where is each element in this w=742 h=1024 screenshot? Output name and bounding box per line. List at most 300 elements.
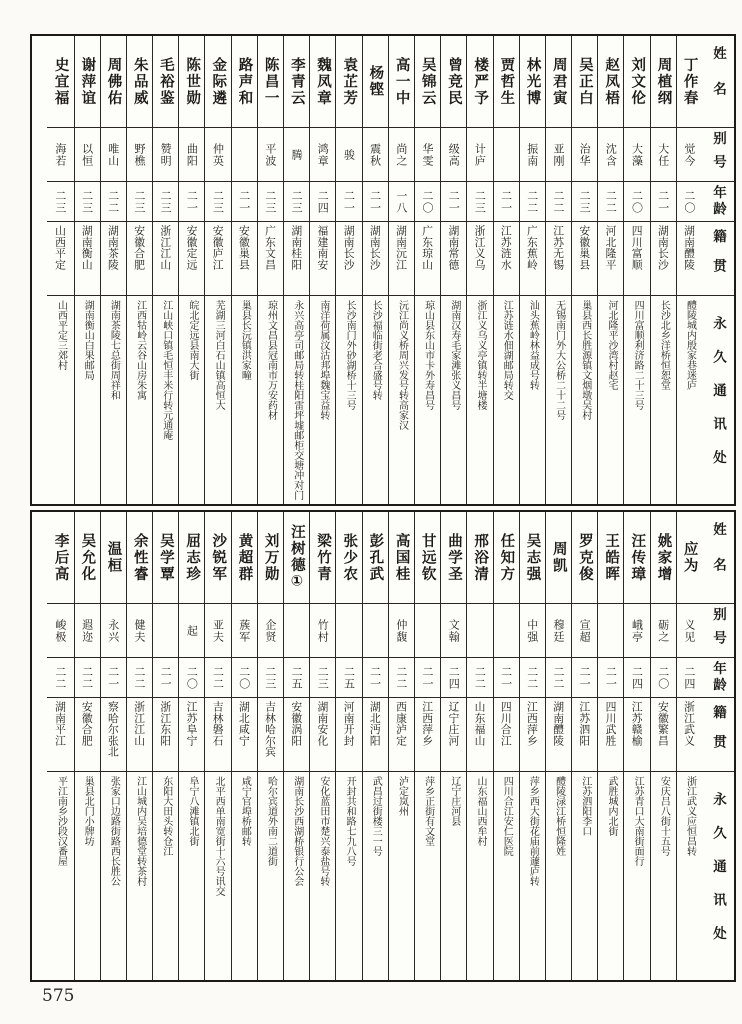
person-alias: 竹村 xyxy=(316,618,330,643)
person-age: 二一 xyxy=(499,189,513,214)
person-address: 安庆吕八街十五号 xyxy=(658,776,670,856)
person-origin-cell xyxy=(598,222,623,296)
person-age: 二二 xyxy=(551,665,565,690)
person-name: 张少农 xyxy=(341,532,358,583)
person-age: 二一 xyxy=(447,189,461,214)
person-alias-cell xyxy=(415,128,440,182)
person-name-cell xyxy=(47,512,73,604)
person-age-cell xyxy=(205,658,230,698)
person-address: 张家口边路街路西长胜公 xyxy=(108,776,120,886)
person-origin-cell xyxy=(336,698,361,772)
person-alias: 尚之 xyxy=(394,142,408,167)
person-origin-cell xyxy=(310,222,335,296)
person-column xyxy=(47,512,73,980)
person-address: 醴陵渌江桥恒隆姓 xyxy=(553,776,565,856)
person-column xyxy=(440,512,466,980)
person-origin: 江苏阜宁 xyxy=(185,701,199,747)
person-name: 周佛佑 xyxy=(105,56,122,107)
person-origin-cell xyxy=(389,222,414,296)
person-address: 山东福山西牟村 xyxy=(475,776,486,846)
person-age-cell xyxy=(336,658,361,698)
person-name-cell xyxy=(127,512,152,604)
person-origin-cell xyxy=(232,698,257,772)
person-alias: 野樵 xyxy=(132,142,146,167)
person-address-cell xyxy=(441,772,466,980)
person-age: 二三 xyxy=(53,189,67,214)
person-name-cell xyxy=(441,36,466,128)
person-alias-cell xyxy=(572,604,597,658)
person-name-cell xyxy=(336,36,361,128)
person-column xyxy=(650,512,676,980)
person-name: 吴允化 xyxy=(79,532,96,583)
person-origin-cell xyxy=(467,698,492,772)
person-column xyxy=(466,512,492,980)
person-alias-cell xyxy=(624,604,649,658)
person-alias-cell xyxy=(598,128,623,182)
person-address-cell xyxy=(153,772,178,980)
person-alias-cell xyxy=(179,604,204,658)
person-name-cell xyxy=(284,512,309,604)
person-origin: 福建南安 xyxy=(316,225,330,271)
person-name-cell xyxy=(624,36,649,128)
person-origin-cell xyxy=(546,222,571,296)
person-address: 巢县西长胜源镇文烟墩吴村 xyxy=(579,300,591,420)
person-age: 二四 xyxy=(682,665,696,690)
person-age-cell xyxy=(520,182,545,222)
person-origin: 吉林磐石 xyxy=(211,701,225,747)
person-origin-cell xyxy=(363,698,388,772)
person-address: 萍乡正街有文堂 xyxy=(422,776,434,846)
person-address: 浙江武义应恒昌转 xyxy=(684,776,696,856)
person-address-cell xyxy=(389,296,414,504)
person-name: 魏凤章 xyxy=(315,56,332,107)
person-age: 二一 xyxy=(421,665,435,690)
person-name-cell xyxy=(310,512,335,604)
person-origin: 湖南长沙 xyxy=(368,225,382,271)
person-address: 北平西单南宽街十六号讯交 xyxy=(213,776,225,896)
person-name: 姚家增 xyxy=(655,532,672,583)
person-address: 江苏青口大南街面行 xyxy=(632,776,644,866)
person-name: 刘文伦 xyxy=(629,56,646,107)
person-age-cell xyxy=(651,182,676,222)
person-name: 楼严予 xyxy=(472,56,489,107)
person-address: 湖南汉寿毛家滩张义昌号 xyxy=(448,300,460,410)
person-age: 二〇 xyxy=(656,665,670,690)
person-address-cell xyxy=(153,296,178,504)
person-origin: 四川合江 xyxy=(499,701,513,747)
person-alias: 鸿章 xyxy=(316,142,330,167)
person-column xyxy=(126,512,152,980)
person-age-cell xyxy=(389,182,414,222)
person-column xyxy=(74,512,100,980)
person-alias: 亚刚 xyxy=(551,142,565,167)
person-address: 巢县北门小牌坊 xyxy=(82,776,94,846)
person-age-cell xyxy=(284,182,309,222)
person-origin-cell xyxy=(363,222,388,296)
header-label-column xyxy=(702,36,734,504)
person-alias: 腾 xyxy=(290,148,304,161)
person-origin-cell xyxy=(415,222,440,296)
person-address: 南洋荷属汶沽邦埠魏宝益转 xyxy=(317,300,329,420)
person-alias-cell xyxy=(598,604,623,658)
person-origin: 安徽定远 xyxy=(185,225,199,271)
person-age: 二三 xyxy=(316,665,330,690)
person-alias-cell xyxy=(75,604,100,658)
person-name: 周凯 xyxy=(550,541,567,574)
person-alias: 级高 xyxy=(447,142,461,167)
person-age: 二三 xyxy=(578,189,592,214)
header-label-age: 年龄 xyxy=(710,661,726,694)
person-origin: 湖南桂阳 xyxy=(290,225,304,271)
person-name-cell xyxy=(467,512,492,604)
person-name: 甘远钦 xyxy=(419,532,436,583)
person-name: 史宜福 xyxy=(52,56,69,107)
person-name: 曾竞民 xyxy=(445,56,462,107)
person-address: 阜宁八滩镇北街 xyxy=(186,776,198,846)
person-origin: 江苏无锡 xyxy=(552,225,566,271)
person-origin-cell xyxy=(572,222,597,296)
person-address-cell xyxy=(47,772,73,980)
header-cell-address xyxy=(702,296,734,504)
person-age: 二五 xyxy=(290,665,304,690)
person-alias: 企贤 xyxy=(263,618,277,643)
person-address-cell xyxy=(363,296,388,504)
person-column xyxy=(466,36,492,504)
person-name-cell xyxy=(389,36,414,128)
person-origin: 湖北咸宁 xyxy=(237,701,251,747)
person-alias-cell xyxy=(363,128,388,182)
person-name-cell xyxy=(310,36,335,128)
person-column xyxy=(126,36,152,504)
person-column xyxy=(519,512,545,980)
person-address-cell xyxy=(127,296,152,504)
person-origin: 湖南平江 xyxy=(54,701,68,747)
person-origin-cell xyxy=(179,222,204,296)
person-age: 二二 xyxy=(132,665,146,690)
person-age-cell xyxy=(310,658,335,698)
person-age: 二一 xyxy=(368,665,382,690)
person-alias: 计庐 xyxy=(473,142,487,167)
person-name: 周君寅 xyxy=(550,56,567,107)
person-origin: 浙江义乌 xyxy=(473,225,487,271)
person-column xyxy=(571,512,597,980)
person-age-cell xyxy=(336,182,361,222)
person-column xyxy=(414,512,440,980)
person-origin-cell xyxy=(310,698,335,772)
person-name: 吴锦云 xyxy=(419,56,436,107)
person-address-cell xyxy=(75,296,100,504)
person-name-cell xyxy=(572,36,597,128)
person-address-cell xyxy=(101,296,126,504)
person-origin-cell xyxy=(336,222,361,296)
person-alias: 宣超 xyxy=(578,618,592,643)
person-alias: 砺之 xyxy=(656,618,670,643)
person-name-cell xyxy=(75,36,100,128)
person-origin-cell xyxy=(101,222,126,296)
person-origin: 安徽庐江 xyxy=(211,225,225,271)
person-address-cell xyxy=(441,296,466,504)
person-column xyxy=(623,512,649,980)
person-name-cell xyxy=(363,512,388,604)
person-age-cell xyxy=(179,182,204,222)
person-age-cell xyxy=(232,182,257,222)
person-name: 高国桂 xyxy=(393,532,410,583)
person-origin: 广东蕉岭 xyxy=(525,225,539,271)
person-age-cell xyxy=(389,658,414,698)
person-origin-cell xyxy=(258,222,283,296)
person-name-cell xyxy=(677,36,702,128)
person-address: 辽宁庄河县 xyxy=(448,776,460,826)
person-age: 二二 xyxy=(211,665,225,690)
person-alias-cell xyxy=(389,604,414,658)
header-label-origin: 籍贯 xyxy=(710,705,726,764)
person-alias-cell xyxy=(310,604,335,658)
person-name: 汪树德① xyxy=(288,523,305,592)
person-origin: 湖南沅江 xyxy=(395,225,408,271)
person-age: 二一 xyxy=(237,189,251,214)
person-age-cell xyxy=(546,658,571,698)
person-age-cell xyxy=(101,658,126,698)
person-origin-cell xyxy=(258,698,283,772)
person-column xyxy=(388,36,414,504)
person-name: 吴学覃 xyxy=(157,532,174,583)
person-age-cell xyxy=(284,658,309,698)
person-address-cell xyxy=(598,296,623,504)
person-age: 二二 xyxy=(80,665,94,690)
person-column xyxy=(493,512,519,980)
person-column xyxy=(362,512,388,980)
person-alias-cell xyxy=(258,604,283,658)
person-alias-cell xyxy=(153,128,178,182)
person-name-cell xyxy=(520,512,545,604)
person-age-cell xyxy=(598,658,623,698)
person-address-cell xyxy=(258,772,283,980)
person-column xyxy=(571,36,597,504)
person-origin-cell xyxy=(572,698,597,772)
header-label-address: 永久通讯处 xyxy=(710,792,726,960)
person-name: 高一中 xyxy=(393,56,410,107)
person-name-cell xyxy=(651,36,676,128)
person-age: 二三 xyxy=(80,189,94,214)
person-address: 皖北定远县南大街 xyxy=(186,300,198,380)
person-name-cell xyxy=(179,36,204,128)
person-alias: 唯山 xyxy=(106,142,120,167)
person-name-cell xyxy=(47,36,73,128)
person-origin: 察哈尔张北 xyxy=(106,701,120,758)
person-age-cell xyxy=(127,182,152,222)
person-origin: 西康泸定 xyxy=(395,701,408,747)
person-origin-cell xyxy=(520,222,545,296)
person-age: 二三 xyxy=(211,189,225,214)
person-name-cell xyxy=(415,512,440,604)
person-age-cell xyxy=(624,658,649,698)
person-name-cell xyxy=(415,36,440,128)
person-origin: 江苏泗阳 xyxy=(578,701,592,747)
person-alias: 觉今 xyxy=(682,142,696,167)
person-name: 谢萍谊 xyxy=(79,56,96,107)
person-alias-cell xyxy=(467,604,492,658)
person-age: 二〇 xyxy=(237,665,251,690)
person-name-cell xyxy=(467,36,492,128)
person-name: 毛裕鉴 xyxy=(157,56,174,107)
person-alias-cell xyxy=(546,604,571,658)
person-origin: 安徽繁昌 xyxy=(656,701,670,747)
header-cell-age xyxy=(702,658,734,698)
person-age: 二一 xyxy=(159,665,173,690)
header-label-column xyxy=(702,512,734,980)
person-alias-cell xyxy=(101,604,126,658)
person-address-cell xyxy=(546,296,571,504)
person-address: 泸定岚州 xyxy=(396,776,408,816)
person-address-cell xyxy=(624,772,649,980)
person-alias: 平波 xyxy=(263,142,277,167)
person-age: 二五 xyxy=(342,665,356,690)
person-alias-cell xyxy=(467,128,492,182)
person-column xyxy=(597,512,623,980)
person-name-cell xyxy=(336,512,361,604)
person-address-cell xyxy=(651,296,676,504)
person-origin: 湖南茶陵 xyxy=(106,225,120,271)
page-number: 575 xyxy=(42,986,75,1006)
person-alias-cell xyxy=(310,128,335,182)
person-name: 朱品威 xyxy=(131,56,148,107)
person-address-cell xyxy=(467,772,492,980)
person-alias-cell xyxy=(336,128,361,182)
person-address-cell xyxy=(179,296,204,504)
person-age: 二三 xyxy=(159,189,173,214)
person-name: 王皓晖 xyxy=(603,532,620,583)
person-address: 江山峡口镇毛恒丰米行转元通庵 xyxy=(160,300,172,440)
person-address-cell xyxy=(310,296,335,504)
person-origin: 浙江东阳 xyxy=(159,701,173,747)
person-name-cell xyxy=(546,36,571,128)
person-alias-cell xyxy=(47,128,73,182)
person-column xyxy=(257,36,283,504)
person-address: 江西牯岭云谷山房朱寓 xyxy=(134,300,146,400)
person-name-cell xyxy=(75,512,100,604)
person-origin-cell xyxy=(153,222,178,296)
person-name: 路声和 xyxy=(236,56,253,107)
person-alias: 义见 xyxy=(682,618,696,643)
person-address-cell xyxy=(258,296,283,504)
person-origin: 湖南醴陵 xyxy=(552,701,566,747)
person-alias: 健夫 xyxy=(132,618,146,643)
person-column xyxy=(178,36,204,504)
person-alias-cell xyxy=(101,128,126,182)
person-origin: 山东福山 xyxy=(473,701,487,747)
person-age-cell xyxy=(205,182,230,222)
person-column xyxy=(100,512,126,980)
person-alias-cell xyxy=(363,604,388,658)
person-alias-cell xyxy=(520,604,545,658)
person-name: 周植纲 xyxy=(655,56,672,107)
person-origin-cell xyxy=(205,222,230,296)
person-origin: 湖南长沙 xyxy=(342,225,356,271)
person-column xyxy=(414,36,440,504)
person-address: 汕头蕉岭林益成号转 xyxy=(527,300,539,390)
person-name: 刘万勋 xyxy=(262,532,279,583)
person-alias: 大任 xyxy=(656,142,670,167)
person-address-cell xyxy=(651,772,676,980)
person-address-cell xyxy=(572,772,597,980)
person-address-cell xyxy=(232,772,257,980)
person-age-cell xyxy=(441,182,466,222)
person-address-cell xyxy=(336,772,361,980)
person-name-cell xyxy=(205,36,230,128)
person-name-cell xyxy=(572,512,597,604)
person-address-cell xyxy=(310,772,335,980)
person-alias: 中强 xyxy=(525,618,539,643)
person-origin-cell xyxy=(75,698,100,772)
person-origin: 河南开封 xyxy=(342,701,356,747)
person-origin-cell xyxy=(75,222,100,296)
person-alias-cell xyxy=(520,128,545,182)
person-alias-cell xyxy=(75,128,100,182)
person-origin-cell xyxy=(232,222,257,296)
person-name: 曲学圣 xyxy=(445,532,462,583)
person-alias: 海若 xyxy=(53,142,67,167)
person-alias: 曲阳 xyxy=(185,142,199,167)
person-address: 平江南乡沙段汉番屋 xyxy=(55,776,67,866)
person-age: 二二 xyxy=(394,665,408,690)
person-column xyxy=(545,512,571,980)
person-origin-cell xyxy=(441,698,466,772)
person-age: 二二 xyxy=(473,665,487,690)
person-age-cell xyxy=(677,182,702,222)
person-age: 二〇 xyxy=(421,189,435,214)
person-origin: 安徽巢县 xyxy=(237,225,251,271)
person-column xyxy=(676,36,702,504)
person-age-cell xyxy=(441,658,466,698)
person-origin-cell xyxy=(47,698,73,772)
person-address-cell xyxy=(572,296,597,504)
person-origin: 安徽合肥 xyxy=(133,225,147,271)
person-origin: 江西萍乡 xyxy=(525,701,539,747)
person-name: 罗克俊 xyxy=(576,532,593,583)
person-alias-cell xyxy=(284,604,309,658)
person-column xyxy=(47,36,73,504)
person-origin: 辽宁庄河 xyxy=(447,701,461,747)
person-column xyxy=(440,36,466,504)
person-origin-cell xyxy=(127,698,152,772)
person-column xyxy=(623,36,649,504)
person-address-cell xyxy=(415,772,440,980)
person-age-cell xyxy=(415,658,440,698)
person-age: 二二 xyxy=(604,189,618,214)
header-cell-origin xyxy=(702,698,734,772)
person-name: 吴志强 xyxy=(524,532,541,583)
person-age-cell xyxy=(127,658,152,698)
person-age-cell xyxy=(677,658,702,698)
person-age-cell xyxy=(598,182,623,222)
person-age: 二〇 xyxy=(185,665,199,690)
person-origin-cell xyxy=(494,698,519,772)
person-alias-cell xyxy=(232,604,257,658)
person-name: 余性睿 xyxy=(131,532,148,583)
person-column xyxy=(178,512,204,980)
person-address: 长沙北乡洋桥恒恕堂 xyxy=(658,300,670,390)
person-age: 二一 xyxy=(604,665,618,690)
person-address-cell xyxy=(520,296,545,504)
person-origin: 四川富顺 xyxy=(630,225,644,271)
person-age-cell xyxy=(310,182,335,222)
person-address: 河北隆平沙湾村赵宅 xyxy=(605,300,617,390)
person-alias: 沈含 xyxy=(604,142,618,167)
person-age: 二一 xyxy=(185,189,199,214)
person-alias: 蔟军 xyxy=(237,618,251,643)
person-age: 二一 xyxy=(368,189,382,214)
person-alias: 起 xyxy=(185,624,199,637)
